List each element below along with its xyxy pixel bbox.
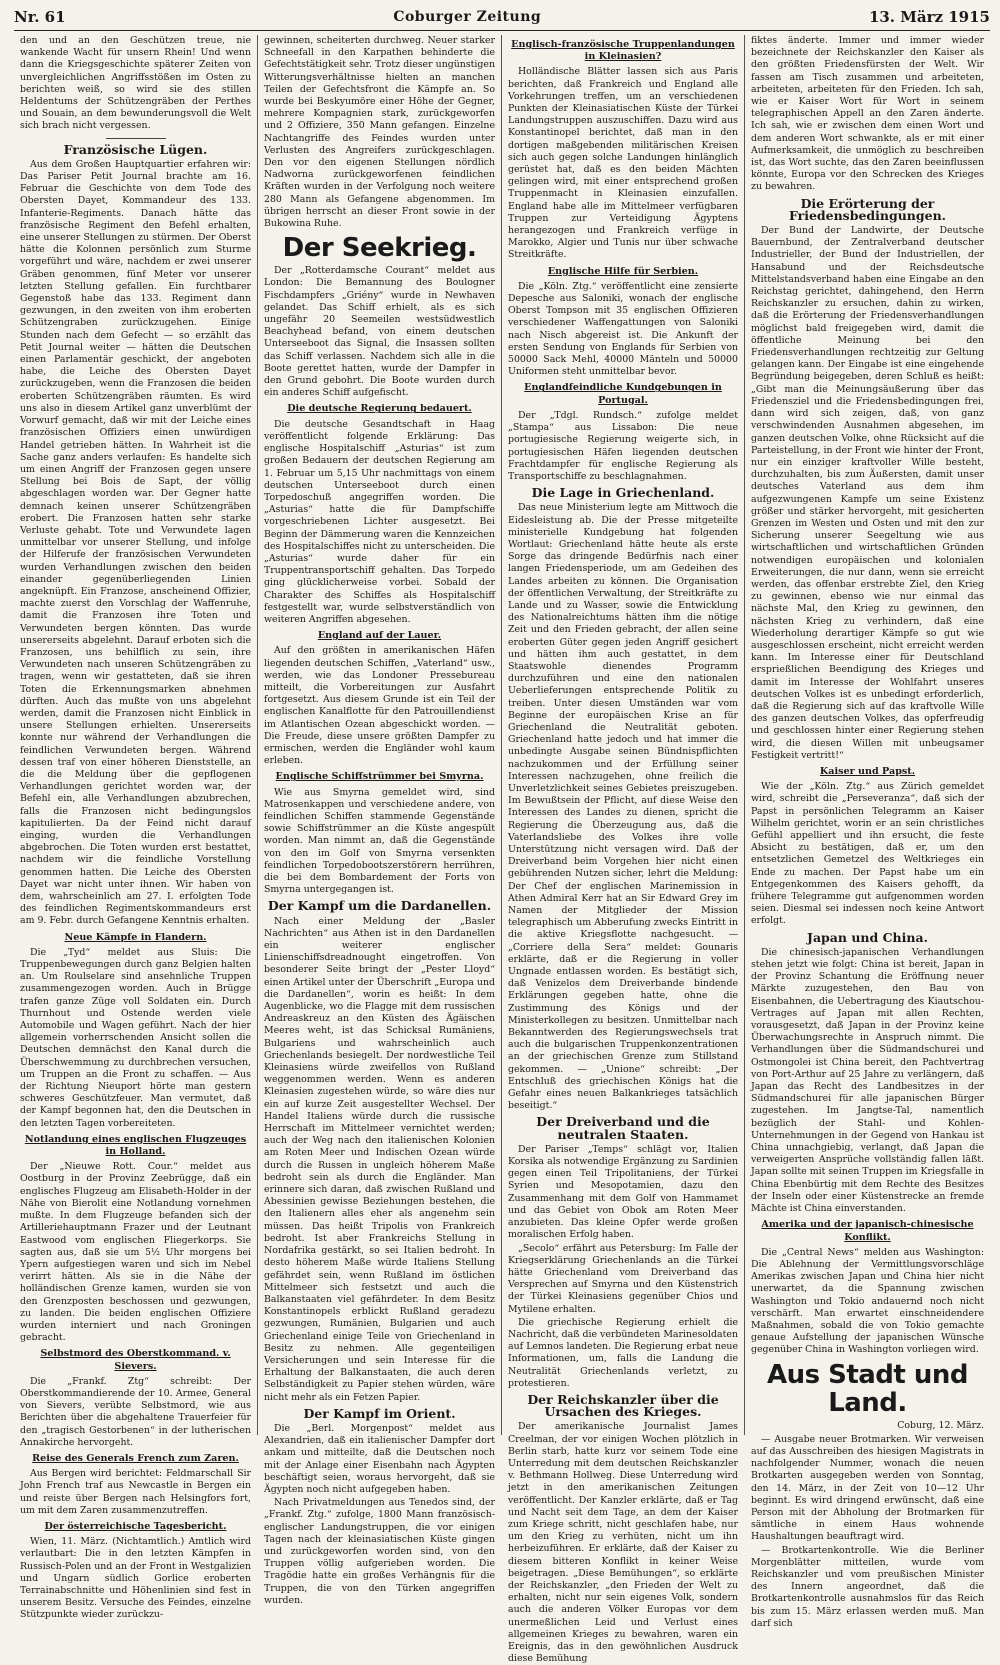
article-headline: Der Dreiverband und die neutralen Staaten. [536, 1114, 710, 1142]
article-headline: Englandfeindliche Kundgebungen in Portugal. [524, 382, 722, 406]
article-paragraph: Der „Tdgl. Rundsch.“ zufolge meldet „Stampa“ aus Lissabon: Die neue portugiesische Regierung weigerte sich, in portugiesischen Häfen liegenden deutschen Frachtdampfer für englische Regierung als Transportschiffe zu beschlagnahmen. [508, 409, 738, 482]
article-paragraph: fiktes änderte. Immer und immer wieder bezeichnete der Reichskanzler den Kaiser als den größten Friedensfürsten der Welt. Wir fassen am Tisch zusammen und arbeiteten, arbeiteten, arbeiteten für den Frieden. Ich sah, wie er Kaiser Wort für Wort in seinem telegraphischen Appell an den Zaren änderte. Ich sah, wie er zwischen dem einen Wort und dem anderen Wort schwankte, als er mit einer Aufmerksamkeit, die unmöglich zu beschreiben ist, das Wort suchte, das den Zaren beeinflussen könnte, Europa vor den Schrecken des Krieges zu bewahren. [751, 35, 984, 193]
article-paragraph: Aus Bergen wird berichtet: Feldmarschall Sir John French traf aus Newcastle in Bergen ein und reiste über Bergen nach Helsingfors fort, um mit dem Zaren zusammenzutreffen. [20, 1468, 251, 1516]
article-paragraph: „Secolo“ erfährt aus Petersburg: Im Falle der Kriegserklärung Griechenlands an die Türkei hätte Griechenland vom Dreiverband das Versprechen auf Smyrna und den Küstenstrich der Türkei Kleinasiens gegenüber Chios und Mytilene erhalten. [508, 1242, 738, 1315]
article-headline: Notlandung eines englischen Flugzeuges in Holland. [24, 1133, 247, 1158]
article-headline: England auf der Lauer. [317, 630, 442, 642]
article-paragraph: Wie aus Smyrna gemeldet wird, sind Matrosenkappen und verschiedene andere, von feindlichen Schiffen stammende Gegenstände sowie Schiffstrümmer an die Küste angespült worden. Man nimmt an, daß die Gegenstände von den im Golf von Smyrna versenkten feindlichen Torpedobootszerstörern herrühren, die bei dem Bombardement der Forts von Smyrna untergegangen ist. [264, 786, 495, 896]
article-paragraph: Nach Privatmeldungen aus Tenedos sind, der „Frankf. Ztg.“ zufolge, 1800 Mann französisch-englischer Landungstruppen, die vor einigen Tagen nach der kleinasiatischen Küste gingen und zurückgeworfen worden sind, von den Truppen völlig aufgerieben worden. Die Tragödie hatte ein großes Verhängnis für die Truppen, die von den Türken angegriffen wurden. [264, 1497, 495, 1606]
article-headline: Reise des Generals French zum Zaren. [32, 1452, 239, 1464]
article-paragraph: — Brotkartenkontrolle. Wie die Berliner Morgenblätter mitteilen, wurde vom Reichskanzler und vom preußischen Minister des Innern angeordnet, daß die Brotkartenkontrolle ausnahmslos für das Reich bis zum 15. März erlassen werden muß. Man darf sich [751, 1544, 984, 1629]
article-headline: Englische Schiffstrümmer bei Smyrna. [275, 771, 484, 783]
section-divider [106, 138, 166, 139]
article-paragraph: Nach einer Meldung der „Basler Nachrichten“ aus Athen ist in den Dardanellen ein weiterer englischer Linienschiffsdreadnought eingetroffen. Von besonderer Seite bringt der „Pester Lloyd“ einen Artikel unter der Überschrift „Europa und die Dardanellen“, worin es heißt: In dem Augenblicke, wo die Flagge mit dem russischen Andreaskreuz an den Küsten des Ägäischen Meeres weht, ist das Schicksal Rumäniens, Bulgariens und wahrscheinlich auch Griechenlands besiegelt. Der nordwestliche Teil Kleinasiens würde zweifellos von Rußland weggenommen werden. Wenn es anderen Kleinasien zugestehen würde, so wäre dies nur ein auf kurze Zeit ausgestellter Wechsel. Der Handel Italiens würde durch die russische Herrschaft im Mittelmeer vernichtet werden; auch der Weg nach den italienischen Kolonien am Roten Meer und Indischen Ozean würde durch die Russen in ungleich höherem Maße bedroht sein als durch die Engländer. Man erinnere sich daran, daß zwischen Rußland und Abessinien gewisse Beziehungen bestehen, die den Italienern alles eher als angenehm sein müssen. Das heißt Tripolis von Frankreich bedroht. Ist aber Frankreichs Stellung in Nordafrika gestärkt, so sei Italien bedroht. In desto höherem Maße würde Italiens Stellung gefährdet sein, wenn Rußland im östlichen Mittelmeer sich festsetzt und auch die Balkanstaaten viel gefährdeter. In dem Besitz Konstantinopels erblickt Rußland geradezu gezwungen, Rumänien, Bulgarien und auch Griechenland einige Teile von Griechenland in Besitz zu nehmen. Alle gegenteiligen Versicherungen und sein Interesse für die Erhaltung der Balkanstaaten, die auch deren Selbständigkeit zu Papier stehen würden, wäre nicht mehr als ein Fetzen Papier. [264, 915, 495, 1403]
article-paragraph: Der „Rotterdamsche Courant“ meldet aus London: Die Bemannung des Boulogner Fischdampfers „Griény“ wurde in Newhaven gelandet. Das Schiff erhielt, als es sich ungefähr 20 Seemeilen westsüdwestlich Beachyhead befand, von einem deutschen Unterseeboot das Signal, die Insassen sollten das Schiff verlassen. Nachdem sich alle in die Boote gerettet hatten, wurde der Dampfer in den Grund gebohrt. Die Boote wurden durch ein anderes Schiff aufgefischt. [264, 265, 495, 399]
issue-number: Nr. 61 [14, 8, 66, 26]
article-headline: Der Seekrieg. [282, 233, 477, 264]
article-paragraph: Die „Tyd“ meldet aus Sluis: Die Truppenbewegungen durch ganz Belgien halten an. Um Roulselare sind ansehnliche Truppen zusammengezogen worden. Auch in Brügge trafen ganze Züge voll Soldaten ein. Durch Thurnhout und Ostende werden viele Automobile und Wagen geführt. Nach der hier allgemein vorherrschenden Ansicht sollen die Deutschen demnächst den Kanal durch die Überschwemmung zu durchbrechen versuchen, um Truppen an die Front zu schaffen. — Aus der Richtung Nieuport hörte man gestern schweres Geschützfeuer. Man vermutet, daß der Kampf begonnen hat, den die Deutschen in den letzten Tagen vorbereiteten. [20, 946, 251, 1129]
article-headline: Französische Lügen. [63, 141, 208, 157]
article-headline: Die Lage in Griechenland. [531, 485, 715, 501]
column-4 [744, 35, 990, 1629]
article-headline: Die deutsche Regierung bedauert. [287, 403, 472, 415]
article-paragraph: Die chinesisch-japanischen Verhandlungen stehen jetzt wie folgt: China ist bereit, Japan in der Provinz Schantung die Eröffnung neuer Märkte zuzugestehen, den Bau von Eisenbahnen, die Uebertragung des Kiautschou-Vertrages auf Japan mit allen Rechten, vorausgesetzt, daß Japan in der Provinz keine Überwachungsrechte in Anspruch nimmt. Die Verhandlungen über die Südmandschurei und Ostmongolei ist China bereit, den Pachtvertrag von Port-Arthur auf 25 Jahre zu verlängern, daß Japan das Recht des Landbesitzes in der Südmandschurei für alle japanischen Bürger zugestehen. Im Jangtse-Tal, namentlich bezüglich der Stahl- und Kohlen-Unternehmungen in der Gegend von Hankau ist China unnachgiebig, verlangt, daß Japan die verweigerten Ansprüche vollständig fallen läßt. Japan sollte mit seinen Truppen im Kriegsfalle in China Ebenbürtig mit dem Rechte des Besitzes der Inseln oder einer Küstenstrecke an fremde Mächte ist China einverstanden. [751, 946, 984, 1215]
article-paragraph: Die „Berl. Morgenpost“ meldet aus Alexandrien, daß ein italienischer Dampfer dort ankam und mitteilte, daß die Deutschen noch mit der Anlage einer Eisenbahn nach Ägypten beschäftigt seien, woraus hervorgeht, daß sie Ägypten noch nicht aufgegeben haben. [264, 1422, 495, 1495]
article-paragraph: Die „Köln. Ztg.“ veröffentlicht eine zensierte Depesche aus Saloniki, wonach der englische Oberst Tompson mit 35 englischen Offizieren verschiedener Waffengattungen von Saloniki nach Nisch abgereist ist. Die Ankunft der ersten Sendung von Englands für Serbien von 50000 Sack Mehl, 40000 Mänteln und 50000 Uniformen steht unmittelbar bevor. [508, 280, 738, 378]
issue-date: 13. März 1915 [868, 8, 990, 26]
article-headline: Der österreichische Tagesbericht. [44, 1520, 227, 1532]
article-paragraph: den und an den Geschützen treue, nie wankende Wacht für unsern Rhein! Und wenn dann die Kriegsgeschichte späterer Zeiten von unvergleichlichen Angriffsstößen im Osten zu berichten weiß, so wird sie des stillen Heldentums der Schützengräben der Perthes und Souain, an dem bewunderungsvoll die Welt sich brach nicht vergessen. [20, 35, 251, 132]
article-headline: Englische Hilfe für Serbien. [547, 265, 699, 277]
article-paragraph: Der Bund der Landwirte, der Deutsche Bauernbund, der Zentralverband deutscher Industrieller, der Bund der Industriellen, der Hansabund und der Reichsdeutsche Mittelstandsverband haben eine Eingabe an den Reichstag gerichtet, dahingehend, den Herrn Reichskanzler zu ersuchen, dahin zu wirken, daß die Erörterung der Friedensverhandlungen möglichst bald freigegeben wird, damit die öffentliche Meinung bei den Friedensverhandlungen rechtzeitig zur Geltung gelangen kann. Der Eingabe ist eine eingehende Begründung beigegeben, deren Schluß es heißt: „Gibt man die Meinungsäußerung über das Friedensziel und die Friedensbedingungen frei, dann wird sich zeigen, daß, von ganz verschwindenden Ausnahmen abgesehen, im ganzen deutschen Volke, ohne Rücksicht auf die Parteistellung, in der Front wie hinter der Front, nur ein einziger kraftvoller Wille besteht, durchzuhalten, bis zum Äußersten, damit unser deutsches Vaterland aus dem ihm aufgezwungenen Kampfe um seine Existenz größer und stärker hervorgeht, mit gesicherten Grenzen im Westen und Osten und mit den zur Sicherung unserer Seegeltung wie aus wirtschaftlichen und wirtschaftlichen Gründen notwendigen europäischen und kolonialen Erweiterungen, die nur dann, wenn sie erreicht werden, das offenbar erstrebte Ziel, den Krieg zu gewinnen, ebenso wie nur einmal das nächste Mal, den Krieg zu gewinnen, den nächsten Krieg zu verhindern, daß eine Wiederholung derartiger Kämpfe so gut wie ausgeschlossen erscheint, nicht erreicht werden kann. Im Interesse einer für Deutschland ersprießlichen Beendigung des Krieges und damit im Interesse der Wohlfahrt unseres deutschen Volkes ist es unbedingt erforderlich, daß die Regierung sich auf das kraftvolle Wille des ganzen deutschen Volkes, das opferfreudig und geschlossen hinter einer Regierung stehen wird, die diesen Willen mit unbeugsamer Festigkeit vertritt!“ [751, 225, 984, 761]
dateline: Coburg, 12. März. [897, 1419, 984, 1431]
article-paragraph: Aus dem Großen Hauptquartier erfahren wir: Das Pariser Petit Journal brachte am 16. Februar die Geschichte von dem Tode des Obersten Dayet, Kommandeur des 133. Infanterie-Regiments. Danach hätte das französische Regiment den Befehl erhalten, eine unserer Stellungen zu stürmen. Der Oberst hätte die Kolonnen persönlich zum Sturme vorgeführt und wäre, nachdem er zwei unserer Gräben genommen, fünf Meter vor unserer letzten Stellung gefallen. Ein furchtbarer Gegenstoß habe das 133. Regiment dann gezwungen, in den zweiten von ihm eroberten Schützengraben zurückzugehen. Einige Stunden nach dem Gefecht — so erzählt das Petit Journal weiter — hätten die Deutschen einen Parlamentär geschickt, der angeboten habe, die Leiche des Obersten Dayet zurückzugeben, wenn die Franzosen die beiden eroberten Schützengräben räumten. Es wird uns also in diesem Artikel ganz unverblümt der Vorwurf gemacht, daß wir mit der Leiche eines französischen Offiziers einen unwürdigen Handel getrieben hätten. In Wahrheit ist die Sache ganz anders verlaufen: Es handelte sich um einen Angriff der Franzosen gegen unsere Stellung bei Bois de Sapt, der völlig abgeschlagen worden war. Der Gegner hatte demnach keinen unserer Schützengräben erobert. Die Franzosen hatten sehr starke Verluste gehabt. Tote und Verwundete lagen unmittelbar vor unserer Stellung, und infolge der Hilferufe der französischen Verwundeten wurden Verhandlungen zwischen den beiden einander gegenüberliegenden Linien angeknüpft. Ein Franzose, anscheinend Offizier, machte zuerst den Vorschlag der Waffenruhe, damit die Franzosen ihre Toten und Verwundeten bergen könnten. Das wurde unsererseits abgelehnt. Darauf erboten sich die Franzosen, uns behilflich zu sein, ihre Verwundeten nach unseren Schützengräben zu tragen, wenn wir gestatteten, daß sie ihren Toten die Erkennungsmarken abnehmen dürften. Auch das mußte von uns abgelehnt werden, damit die Franzosen nicht Einblick in unsere Stellungen erhielten. Unsererseits konnte nur während der Verhandlungen die feindlichen Verwundeten bergen. Während dessen traf von einer höheren Dienststelle, an die die Meldung über die gepflogenen Verhandlungen gerichtet worden war, der Befehl ein, alle Verhandlungen abzubrechen, falls die Franzosen nicht bedingungslos kapitulierten. Da der Feind nicht darauf einging, wurden die Verhandlungen abgebrochen. Die Toten wurden erst bestattet, nachdem wir die feindliche Vorstellung genommen hatten. Die Leiche des Obersten Dayet war nicht unter ihnen. Wir haben von dem, wahrscheinlich am 27. I. erfolgten Tode des feindlichen Regimentskommandeurs erst am 9. Febr. durch Gefangene Kenntnis erhalten. [20, 158, 251, 927]
article-paragraph: Die deutsche Gesandtschaft in Haag veröffentlicht folgende Erklärung: Das englische Hospitalschiff „Asturias“ ist zum großen Bedauern der deutschen Regierung am 1. Februar um 5,15 Uhr nachmittags von einem deutschen Unterseeboot durch einen Torpedoschuß angegriffen worden. Die „Asturias“ hatte die für Dampfschiffe vorgeschriebenen Lichter ausgesetzt. Bei Beginn der Dämmerung waren die Kennzeichen des Hospitalschiffes nicht zu unterscheiden. Die „Asturias“ wurde daher für ein Truppentransportschiff gehalten. Das Torpedo ging glücklicherweise vorbei. Sobald der Charakter des Schiffes als Hospitalschiff festgestellt war, wurde selbstverständlich von weiteren Angriffen abgesehen. [264, 418, 495, 625]
column-grid [14, 35, 990, 1665]
article-headline: Kaiser und Papst. [819, 765, 916, 777]
article-paragraph: Der amerikanische Journalist James Creelman, der vor einigen Wochen plötzlich in Berlin starb, hatte kurz vor seinem Tode eine Unterredung mit dem deutschen Reichskanzler v. Bethmann Hollweg. Diese Unterredung wird jetzt in den amerikanischen Zeitungen veröffentlicht. Der Kanzler erklärte, daß er Tag und Nacht seit dem Tage, an dem der Kaiser zum Kriege schritt, nicht geschlafen habe, nur um den Krieg zu verhüten, nicht um ihn herbeizuführen. Er erklärte, daß der Kaiser zu diesem bitteren Konflikt in keiner Weise beigetragen. „Diese Bemühungen“, so erklärte der Reichskanzler, „den Frieden der Welt zu erhalten, nicht nur sein eigenes Volk, sondern auch die anderen Völker Europas vor dem unermeßlichen Leid und Verlust eines allgemeinen Krieges zu bewahren, waren ein Ereignis, das in den gewöhnlichen Ausdruck diese Bemühung [508, 1421, 738, 1665]
article-paragraph: Auf den größten in amerikanischen Häfen liegenden deutschen Schiffen, „Vaterland“ usw., werden, wie das Londoner Pressebureau mitteilt, die Vorbereitungen zur Ausfahrt fortgesetzt. Aus diesem Grunde ist ein Teil der englischen Kanalflotte für den Patrouillendienst im Atlantischen Ozean abgeschickt worden. — Die Freude, diese unsere größten Dampfer zu ermischen, werden die Engländer wohl kaum erleben. [264, 645, 495, 767]
column-2 [257, 35, 501, 1606]
newspaper-title: Coburger Zeitung [393, 9, 542, 25]
article-paragraph: Der Pariser „Temps“ schlägt vor, Italien Korsika als notwendige Ergänzung zu Sardinien gegen einen Teil Tripolitaniens, der Türkei Syrien und Mesopotamien, dazu den Zusammenhang mit dem Golf von Hammamet und das Gebiet von Obok am Roten Meer anzubieten. Das kleine Opfer werde großen moralischen Erfolg haben. [508, 1143, 738, 1241]
column-3 [501, 35, 744, 1665]
article-headline: Der Reichskanzler über die Ursachen des Krieges. [527, 1391, 719, 1420]
article-paragraph: Wie der „Köln. Ztg.“ aus Zürich gemeldet wird, schreibt die „Perseveranza“, daß sich der Papst in persönlichen Telegramm an Kaiser Wilhelm gerichtet, worin er an sein christliches Gefühl appelliert und ihn ersucht, die feste Absicht zu bestätigen, daß er, um den entsetzlichen Gemetzel des Weltkrieges ein Ende zu machen. Der Papst habe um ein Entgegenkommen des Kaisers gehofft, da frühere Telegramme gut aufgenommen worden seien. Diesmal sei indessen noch keine Antwort erfolgt. [751, 781, 984, 927]
article-paragraph: — Ausgabe neuer Brotmarken. Wir verweisen auf das Ausschreiben des hiesigen Magistrats in nachfolgender Nummer, wonach die neuen Brotkarten ausgegeben werden von Sonntag, den 14. März, in der Zeit von 10—12 Uhr beginnt. Es wird dringend erwünscht, daß eine Person mit der Abholung der Brotmarken für sämtliche in einem Haus wohnende Haushaltungen beauftragt wird. [751, 1433, 984, 1543]
article-headline: Der Kampf im Orient. [303, 1405, 456, 1421]
article-paragraph: Die griechische Regierung erhielt die Nachricht, daß die verbündeten Marinesoldaten auf Lemnos landeten. Die Regierung erbat neue Informationen, um, falls die Landung die Neutralität Griechenlands verletzt, zu protestieren. [508, 1316, 738, 1389]
article-paragraph: gewinnen, scheiterten durchweg. Neuer starker Schneefall in den Karpathen behinderte die Gefechtstätigkeit sehr. Trotz dieser ungünstigen Witterungsverhältnisse hielten an manchen Teilen der Gefechtsfront die Kämpfe an. So wurde bei Beskyumöre einer Höhe der Gegner, mehrere Kompagnien stark, zurückgeworfen und 2 Offiziere, 350 Mann gefangen. Einzelne Nachtangriffe des Feindes wurden unter Verlusten des Angreifers zurückgeschlagen. Den vor den eigenen Stellungen nördlich Nadworna zurückgeworfenen feindlichen Kräften wurden in der Verfolgung noch weitere 280 Mann als Gefangene abgenommen. Im übrigen herrscht an dieser Front sowie in der Bukowina Ruhe. [264, 35, 495, 230]
article-paragraph: Der „Nieuwe Rott. Cour.“ meldet aus Oostburg in der Provinz Zeebrügge, daß ein englisches Flugzeug am Elisabeth-Holder in der Nähe von Bierolit eine Notlandung vornehmen mußte. In dem Flugzeuge befanden sich der Artilleriehauptmann Frazer und der Leutnant Eastwood vom englischen Fliegerkorps. Sie sagten aus, daß sie um 5½ Uhr morgens bei Ypern aufgestiegen waren und sich im Nebel verirrt hätten. Als sie in die Nähe der holländischen Grenze kamen, wurden sie von den Grenzposten beschossen und gezwungen, zu landen. Die beiden englischen Offiziere wurden interniert und nach Groningen gebracht. [20, 1161, 251, 1344]
article-paragraph: Das neue Ministerium legte am Mittwoch die Eidesleistung ab. Die der Presse mitgeteilte ministerielle Kundgebung hat folgenden Wortlaut: Griechenland hätte heute als erste Sorge das dringende Bedürfnis nach einer langen Friedensperiode, um am Gedeihen des Landes arbeiten zu können. Die Organisation der öffentlichen Verwaltung, der Streitkräfte zu Lande und zu Wasser, sowie die Entwicklung des Nationalreichtums hätten ihm die nötige Zeit und den Frieden gebracht, der allen seine eroberten Güter gegen jeden Angriff gesichert und hätten ihm auch gestattet, in dem Staatswohle dienendes Programm durchzuführen und eine den nationalen Ueberlieferungen entsprechende Politik zu treiben. Unter diesen Umständen war vom Beginne der europäischen Krise an für Griechenland die Neutralität geboten. Griechenland hatte jedoch und hat immer die unbedingte Ausgabe seinen Bündnispflichten nachzukommen und der Erfüllung seiner Interessen nachzugehen, ohne freilich die Unverletzlichkeit seines Gebietes preiszugeben. Im Bewußtsein der Pflicht, auf diese Weise den Interessen des Landes zu dienen, spricht die Regierung die Überzeugung aus, daß die Vaterlandsliebe des Volkes ihre volle Unterstützung nicht versagen wird. Daß der Dreiverband beim Vorgehen hier nicht einen gebührenden Nutzen sicher, lehrt die Meldung: Der Chef der englischen Marinemission in Athen Admiral Kerr hat an Sir Edward Grey im Namen der Mitglieder der Mission telegraphisch um Abberufung zwecks Eintritt in die aktive Kriegsflotte nachgesucht. — „Corriere della Sera“ meldet: Gounaris erklärte, daß er die Regierung in voller Ungnade entlassen worden. Es bestätigt sich, daß Venizelos dem Dreiverbande bindende Erklärungen gegeben hatte, ohne die Zustimmung des Königs und der Ministerkollegen zu besitzen. Unmittelbar nach Bekanntwerden des Regierungswechsels trat auch die bulgarischen Truppenkonzentrationen an der griechischen Grenze zum Stillstand gekommen. — „Unione“ schreibt: „Der Entschluß des griechischen Königs hat die Gefahr eines neuen Balkankrieges tatsächlich beseitigt.“ [508, 502, 738, 1112]
article-paragraph: Die „Central News“ melden aus Washington: Die Ablehnung der Vermittlungsvorschläge Amerikas zwischen Japan und China hier nicht unerwartet, da die Spannung zwischen Washington und Tokio andauernd noch nicht verschärft. Man erwartet einschneidendere Maßnahmen, sobald die von Tokio gemachte genaue Aufstellung der japanischen Wünsche gegenüber China in Washington vorliegen wird. [751, 1246, 984, 1356]
article-headline: Die Erörterung der Friedensbedingungen. [788, 195, 947, 223]
article-paragraph: Die „Frankf. Ztg“ schreibt: Der Oberstkommandierende der 10. Armee, General von Sievers, verübte Selbstmord, wie aus Berichten über die abgehaltene Trauerfeier für den „tragisch Gestorbenen“ in der lutherischen Annakirche hervorgeht. [20, 1375, 251, 1448]
article-headline: Aus Stadt und Land. [766, 1359, 969, 1418]
article-headline: Der Kampf um die Dardanellen. [267, 898, 492, 914]
masthead [14, 4, 990, 31]
article-headline: Amerika und der japanisch-chinesische Konflikt. [761, 1219, 974, 1243]
article-paragraph: Holländische Blätter lassen sich aus Paris berichten, daß Frankreich und England alle Vorkehrungen treffen, um an verschiedenen Punkten der Kleinasiatischen Küste der Türkei Landungstruppen auszuschiffen. Dazu wird aus Konstantinopel berichtet, daß man in den dortigen maßgebenden militärischen Kreisen sich auch gegen solche Landungen hinlänglich gerüstet hat, daß es den beiden Mächten gelingen wird, mit einer entsprechend großen Truppenmacht in Kleinasien einzufallen. England habe alle im Mittelmeer verfügbaren Truppen zur Verteidigung Ägyptens herangezogen und Frankreich verfüge in Marokko, Algier und Tunis nur über schwache Streitkräfte. [508, 66, 738, 261]
article-headline: Neue Kämpfe in Flandern. [64, 931, 207, 943]
article-headline: Englisch-französische Truppenlandungen in Kleinasien? [511, 39, 735, 63]
article-headline: Selbstmord des Oberstkommand. v. Sievers. [40, 1348, 231, 1372]
article-paragraph: Wien, 11. März. (Nichtamtlich.) Amtlich wird verlautbart: Die in den letzten Kämpfen in Russisch-Polen und an der Front in Westgalizien und Ungarn südlich Gorlice eroberten Terrainabschnitte und Höhenlinien sind fest in unserem Besitz. Versuche des Feindes, einzelne Stützpunkte wieder zurückzu- [20, 1536, 251, 1621]
article-headline: Japan und China. [807, 929, 928, 945]
column-1 [14, 35, 257, 1621]
